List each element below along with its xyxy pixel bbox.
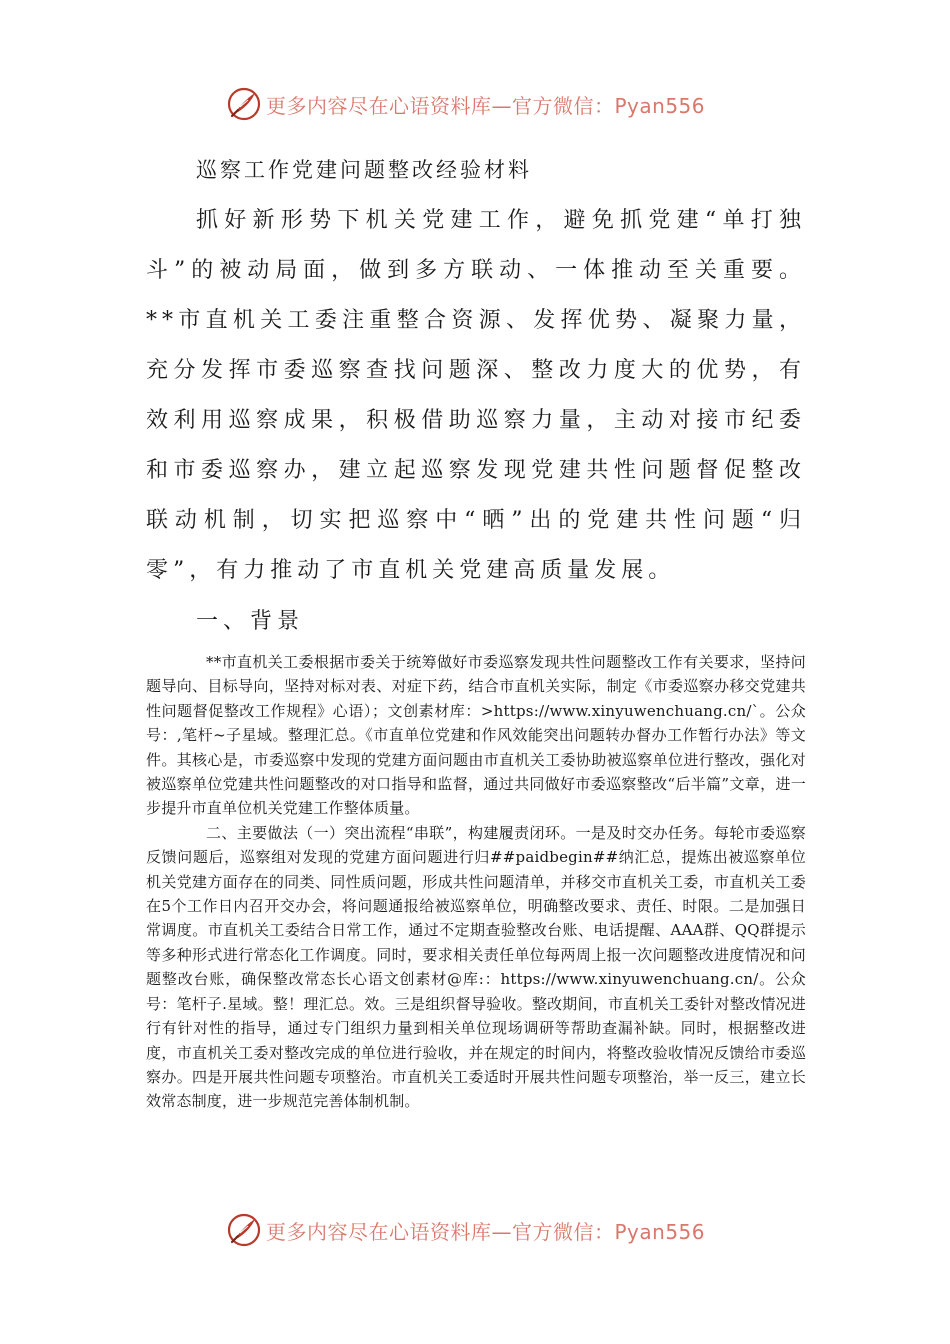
quill-logo-icon: [226, 86, 262, 122]
main-practices-paragraph: 二、主要做法（一）突出流程“串联”，构建履责闭环。一是及时交办任务。每轮市委巡察反馈问题后，巡察组对发现的党建方面问题进行归##paidbegin##纳汇总，提炼出被巡察单位机关党建方面存在的同类、同性质问题，形成共性问题清单，并移交市直机关工委，市直机关工委在5个工作日内召开交办会，将问题通报给被巡察单位，明确整改要求、责任、时限。二是加强日常调度。市直机关工委结合日常工作，通过不定期查验整改台账、电话提醒、AAA群、QQ群提示等多种形式进行常态化工作调度。同时，要求相关责任单位每两周上报一次问题整改进度情况和问题整改台账，确保整改常态长心语文创素材@库:：https://www.xinyuwenchuang.cn/。公众号：笔杆子.星域。整！理汇总。效。三是组织督导验收。整改期间，市直机关工委针对整改情况进行有针对性的指导，通过专门组织力量到相关单位现场调研等帮助查漏补缺。同时，根据整改进度，市直机关工委对整改完成的单位进行验收，并在规定的时间内，将整改验收情况反馈给市委巡察办。四是开展共性问题专项整治。市直机关工委适时开展共性问题专项整治，举一反三，建立长效常态制度，进一步规范完善体制机制。: [146, 823, 806, 1111]
document-title: 巡察工作党建问题整改经验材料: [196, 158, 532, 182]
footer-watermark-banner: [226, 1210, 746, 1250]
header-watermark-banner: [226, 84, 746, 124]
document-body: [146, 150, 806, 1114]
lead-paragraph: 抓好新形势下机关党建工作，避免抓党建“单打独斗”的被动局面，做到多方联动、一体推动至关重要。**市直机关工委注重整合资源、发挥优势、凝聚力量，充分发挥市委巡察查找问题深、整改力度大的优势，有效利用巡察成果，积极借助巡察力量，主动对接市纪委和市委巡察办，建立起巡察发现党建共性问题督促整改联动机制，切实把巡察中“晒”出的党建共性问题“归零”，有力推动了市直机关党建高质量发展。: [146, 208, 806, 583]
section-heading-background: 一、背景: [196, 609, 305, 634]
quill-logo-icon: [226, 1212, 262, 1248]
banner-text: 更多内容尽在心语资料库—官方微信：Pyan556: [266, 1219, 706, 1244]
banner-text: 更多内容尽在心语资料库—官方微信：Pyan556: [266, 93, 706, 118]
background-paragraph: **市直机关工委根据市委关于统筹做好市委巡察发现共性问题整改工作有关要求，坚持问题导向、目标导向，坚持对标对表、对症下药，结合市直机关实际，制定《市委巡察办移交党建共性问题督促整改工作规程》心语）；文创素材库：>https://www.xinyuwenchuang.cn/`。公众号：,笔杆~子星域。整理汇总。《市直单位党建和作风效能突出问题转办督办工作暂行办法》等文件。其核心是，市委巡察中发现的党建方面问题由市直机关工委协助被巡察单位进行整改，强化对被巡察单位党建共性问题整改的对口指导和监督，通过共同做好市委巡察整改“后半篇”文章，进一步提升市直单位机关党建工作整体质量。: [146, 653, 806, 818]
